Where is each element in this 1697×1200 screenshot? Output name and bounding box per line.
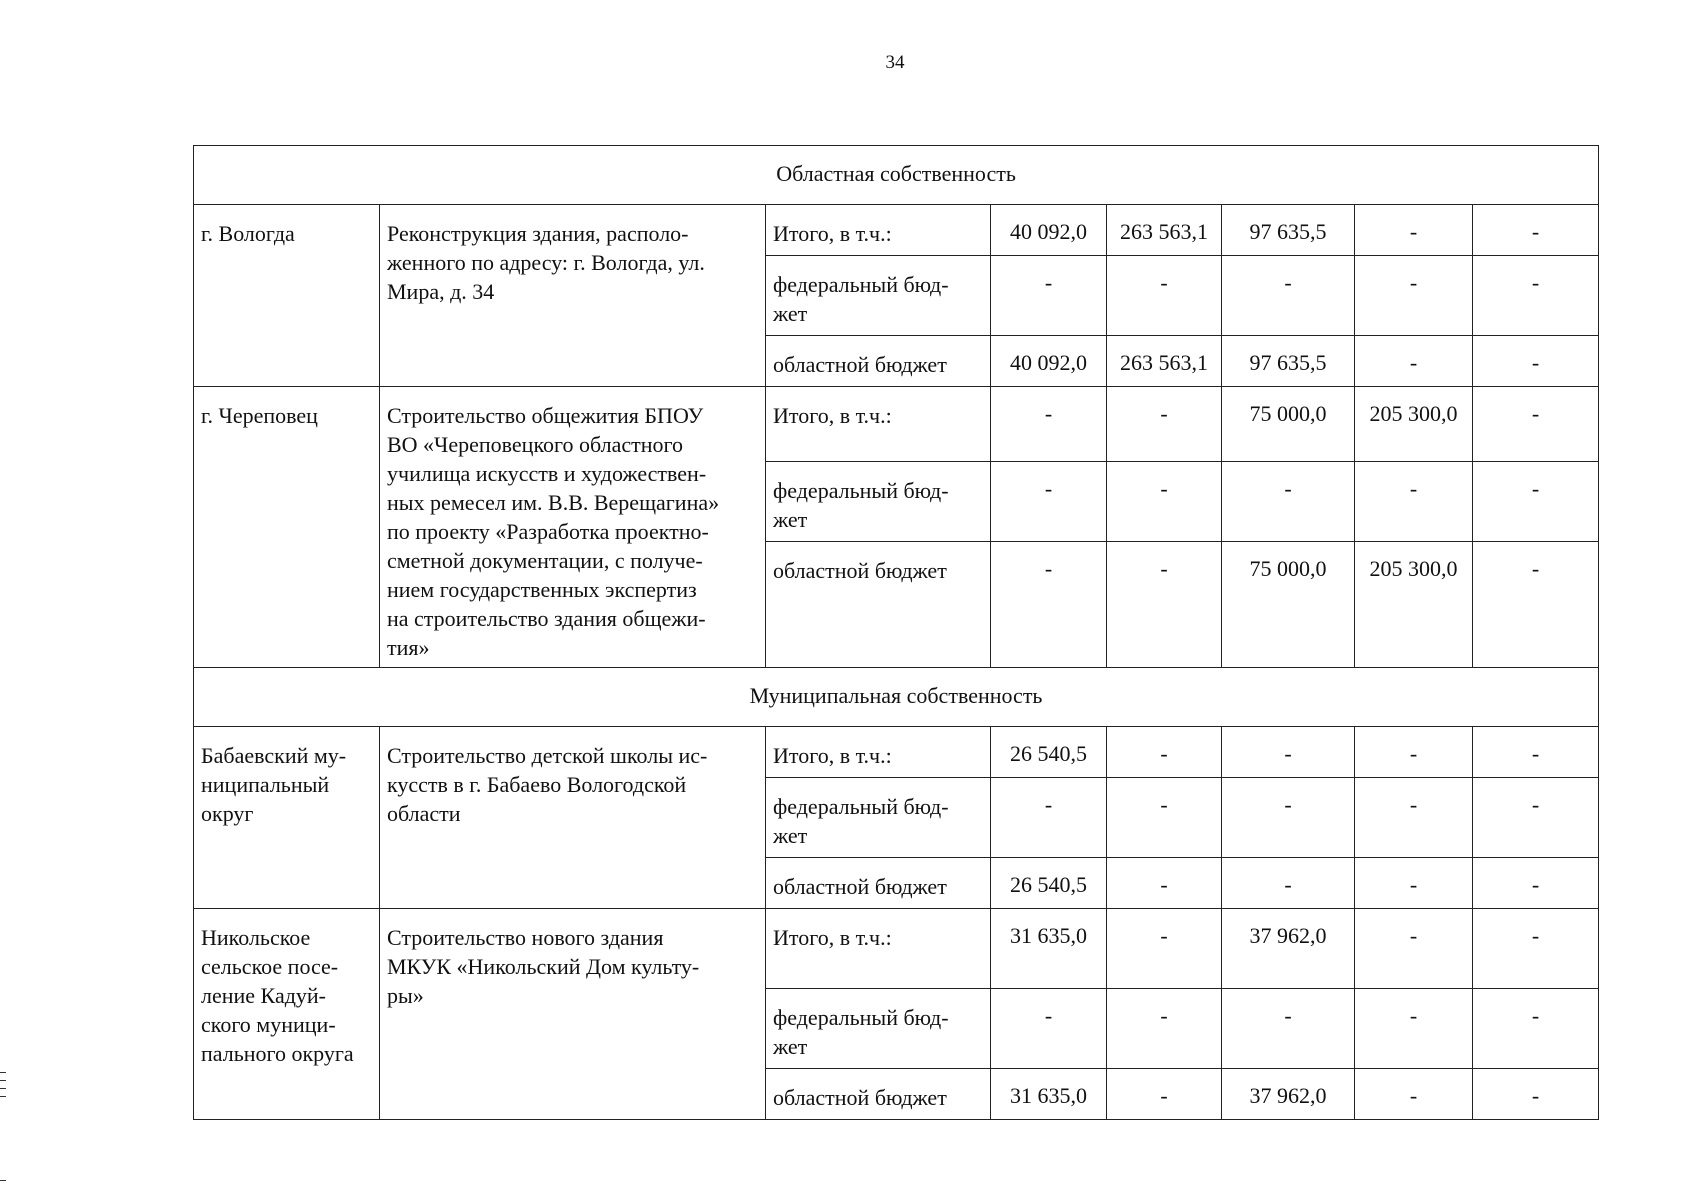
value-cell: - — [1355, 858, 1473, 909]
locality-cell: г. Череповец — [194, 387, 380, 668]
value-cell: - — [1107, 858, 1222, 909]
locality-cell: Бабаевский му- ниципальный округ — [194, 727, 380, 909]
value-cell: - — [1473, 542, 1599, 668]
value-cell: 37 962,0 — [1222, 1069, 1355, 1120]
table-body — [194, 146, 1599, 1120]
description-cell: Реконструкция здания, располо- женного по адресу: г. Вологда, ул. Мира, д. 34 — [380, 205, 766, 387]
value-cell: 26 540,5 — [991, 858, 1107, 909]
value-cell: 40 092,0 — [991, 205, 1107, 256]
budget-table — [193, 145, 1599, 1120]
value-cell: - — [1107, 256, 1222, 336]
value-cell: - — [1473, 1069, 1599, 1120]
value-cell: - — [991, 542, 1107, 668]
value-cell: - — [1473, 462, 1599, 542]
table-row — [194, 387, 1599, 462]
value-cell: - — [1355, 778, 1473, 858]
value-cell: 31 635,0 — [991, 1069, 1107, 1120]
value-cell: 97 635,5 — [1222, 205, 1355, 256]
value-cell: - — [1107, 462, 1222, 542]
funding-source-cell: Итого, в т.ч.: — [766, 205, 991, 256]
margin-mark — [0, 1088, 6, 1089]
value-cell: - — [1473, 727, 1599, 778]
funding-source-cell: областной бюджет — [766, 1069, 991, 1120]
value-cell: - — [1355, 1069, 1473, 1120]
value-cell: - — [991, 387, 1107, 462]
page-number: 34 — [885, 52, 905, 73]
value-cell: - — [991, 462, 1107, 542]
value-cell: 205 300,0 — [1355, 387, 1473, 462]
value-cell: - — [1222, 778, 1355, 858]
value-cell: - — [1355, 336, 1473, 387]
value-cell: - — [991, 989, 1107, 1069]
description-cell: Строительство детской школы ис- кусств в г. Бабаево Вологодской области — [380, 727, 766, 909]
locality-cell: г. Вологда — [194, 205, 380, 387]
funding-source-cell: Итого, в т.ч.: — [766, 727, 991, 778]
value-cell: - — [1107, 778, 1222, 858]
value-cell: - — [1355, 205, 1473, 256]
funding-source-cell: областной бюджет — [766, 542, 991, 668]
value-cell: - — [1473, 858, 1599, 909]
description-cell: Строительство нового здания МКУК «Никольский Дом культу- ры» — [380, 909, 766, 1120]
value-cell: - — [1355, 989, 1473, 1069]
value-cell: - — [1355, 256, 1473, 336]
value-cell: - — [1355, 462, 1473, 542]
table-row — [194, 727, 1599, 778]
description-cell: Строительство общежития БПОУ ВО «Череповецкого областного училища искусств и художествен- ных ремесел им. В.В. Верещагина» по проекту «Разработка проектно- сметной документации, с получе- нием государственных экспертиз на строительство здания общежи- тия» — [380, 387, 766, 668]
value-cell: - — [1222, 462, 1355, 542]
locality-cell: Никольское сельское посе- ление Кадуй- ского муници- пального округа — [194, 909, 380, 1120]
value-cell: 40 092,0 — [991, 336, 1107, 387]
funding-source-cell: областной бюджет — [766, 858, 991, 909]
value-cell: 31 635,0 — [991, 909, 1107, 989]
value-cell: 37 962,0 — [1222, 909, 1355, 989]
section-row — [194, 668, 1599, 727]
funding-source-cell: федеральный бюд- жет — [766, 256, 991, 336]
value-cell: - — [1107, 387, 1222, 462]
value-cell: 263 563,1 — [1107, 205, 1222, 256]
funding-source-cell: федеральный бюд- жет — [766, 778, 991, 858]
value-cell: - — [1107, 727, 1222, 778]
value-cell: 97 635,5 — [1222, 336, 1355, 387]
funding-source-cell: областной бюджет — [766, 336, 991, 387]
section-title: Областная собственность — [194, 146, 1599, 205]
margin-mark — [0, 1080, 6, 1081]
value-cell: - — [1222, 256, 1355, 336]
value-cell: 205 300,0 — [1355, 542, 1473, 668]
value-cell: - — [1107, 909, 1222, 989]
value-cell: - — [1107, 542, 1222, 668]
table-row — [194, 205, 1599, 256]
value-cell: - — [1107, 1069, 1222, 1120]
funding-source-cell: Итого, в т.ч.: — [766, 387, 991, 462]
funding-source-cell: Итого, в т.ч.: — [766, 909, 991, 989]
section-title: Муниципальная собственность — [194, 668, 1599, 727]
value-cell: - — [1473, 778, 1599, 858]
value-cell: - — [1355, 727, 1473, 778]
funding-source-cell: федеральный бюд- жет — [766, 462, 991, 542]
margin-mark — [0, 1072, 6, 1073]
value-cell: - — [1473, 387, 1599, 462]
value-cell: 263 563,1 — [1107, 336, 1222, 387]
value-cell: - — [1473, 256, 1599, 336]
value-cell: - — [1473, 909, 1599, 989]
margin-mark — [0, 1180, 6, 1181]
value-cell: - — [1222, 727, 1355, 778]
value-cell: - — [1222, 989, 1355, 1069]
section-row — [194, 146, 1599, 205]
value-cell: - — [1355, 909, 1473, 989]
value-cell: - — [1473, 336, 1599, 387]
value-cell: 75 000,0 — [1222, 387, 1355, 462]
value-cell: - — [1222, 858, 1355, 909]
value-cell: - — [1473, 205, 1599, 256]
value-cell: - — [1107, 989, 1222, 1069]
table-row — [194, 909, 1599, 989]
value-cell: - — [991, 778, 1107, 858]
margin-mark — [0, 1096, 6, 1097]
value-cell: - — [1473, 989, 1599, 1069]
value-cell: 75 000,0 — [1222, 542, 1355, 668]
value-cell: - — [991, 256, 1107, 336]
value-cell: 26 540,5 — [991, 727, 1107, 778]
funding-source-cell: федеральный бюд- жет — [766, 989, 991, 1069]
